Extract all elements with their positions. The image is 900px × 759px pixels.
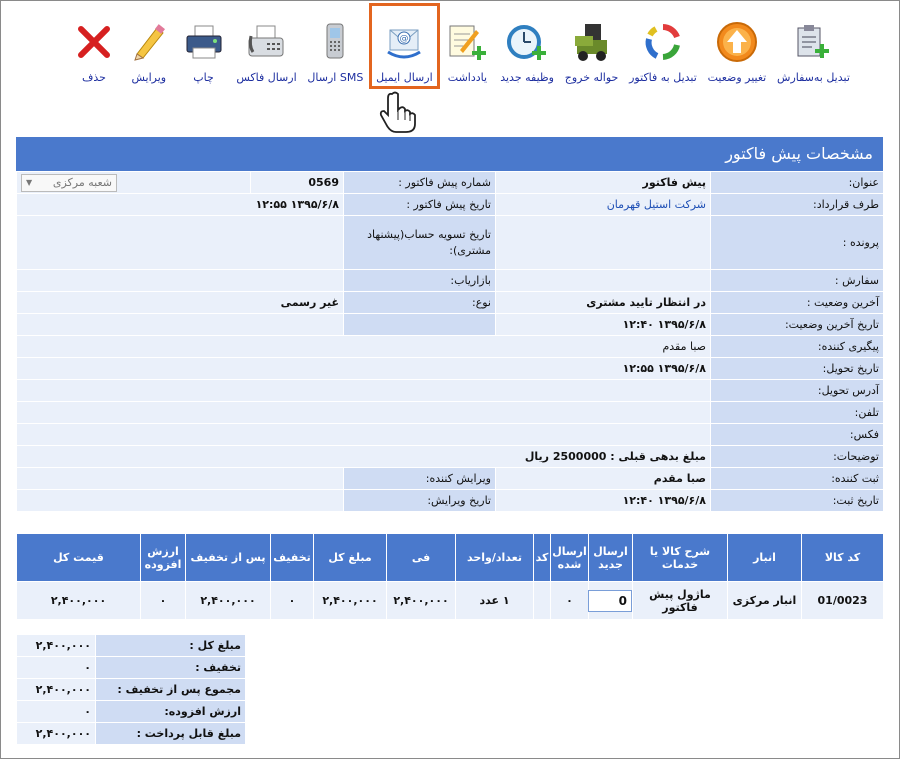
item-kd <box>534 582 551 620</box>
description-value: مبلغ بدهی قبلی : 2500000 ریال <box>17 446 711 468</box>
column-header[interactable]: قیمت کل <box>17 534 141 582</box>
exit-slip-button[interactable] <box>563 6 621 86</box>
number-label: شماره پیش فاکتور : <box>344 172 496 194</box>
last-status-value: در انتظار تایید مشتری <box>496 292 711 314</box>
clipboard-add-icon <box>791 20 835 64</box>
toolbar-label: چاپ <box>193 71 214 84</box>
send-email-button[interactable] <box>372 6 437 86</box>
total-value: ۲,۴۰۰,۰۰۰ <box>17 635 96 657</box>
details-table <box>16 171 884 512</box>
delete-button[interactable] <box>70 6 118 86</box>
email-icon <box>382 20 426 64</box>
item-discount: ۰ <box>271 582 314 620</box>
item-unit-price: ۲,۴۰۰,۰۰۰ <box>387 582 456 620</box>
toolbar-label: حواله خروج <box>564 71 619 84</box>
party-label: طرف قرارداد: <box>711 194 884 216</box>
payable-label: مبلغ قابل پرداخت : <box>96 723 246 745</box>
totals-row <box>17 635 246 657</box>
settle-date-label: تاریخ تسویه حساب(پیشنهاد مشتری): <box>344 216 496 270</box>
toolbar <box>70 6 852 88</box>
table-row <box>17 582 884 620</box>
marketer-label: بازاریاب: <box>344 270 496 292</box>
phone-label: تلفن: <box>711 402 884 424</box>
follower-value: صبا مقدم <box>17 336 711 358</box>
file-label: پرونده : <box>711 216 884 270</box>
column-header[interactable]: شرح کالا یا خدمات <box>633 534 728 582</box>
chevron-down-icon: ▼ <box>26 178 33 187</box>
party-link[interactable]: شرکت استیل قهرمان <box>496 194 711 216</box>
pencil-icon <box>127 20 171 64</box>
date-label: تاریخ پیش فاکتور : <box>344 194 496 216</box>
items-header-row <box>17 534 884 582</box>
convert-to-invoice-button[interactable] <box>627 6 699 86</box>
vat-value: ۰ <box>17 701 96 723</box>
items-table <box>16 533 884 620</box>
column-header[interactable]: کد <box>534 534 551 582</box>
toolbar-label: یادداشت <box>447 71 488 84</box>
alarm-clock-add-icon <box>505 20 549 64</box>
totals-table <box>16 634 246 745</box>
svg-text:@: @ <box>399 34 409 44</box>
last-status-date-value: ۱۳۹۵/۶/۸ ۱۲:۴۰ <box>496 314 711 336</box>
mobile-phone-icon <box>313 20 357 64</box>
new-send-input[interactable]: 0 <box>588 590 632 612</box>
convert-to-order-button[interactable] <box>775 6 852 86</box>
toolbar-label: تغییر وضعیت <box>707 71 767 84</box>
item-after-discount: ۲,۴۰۰,۰۰۰ <box>186 582 271 620</box>
total-label: مبلغ کل : <box>96 635 246 657</box>
column-header[interactable]: فی <box>387 534 456 582</box>
column-header[interactable]: تعداد/واحد <box>456 534 534 582</box>
registrar-label: ثبت کننده: <box>711 468 884 490</box>
totals-row <box>17 723 246 745</box>
notepad-add-icon <box>445 20 489 64</box>
panel-title: مشخصات پیش فاکتور <box>16 137 883 171</box>
fax-icon <box>244 20 288 64</box>
payable-value: ۲,۴۰۰,۰۰۰ <box>17 723 96 745</box>
toolbar-label: ارسال ایمیل <box>376 71 433 84</box>
type-label: نوع: <box>344 292 496 314</box>
follower-label: پیگیری کننده: <box>711 336 884 358</box>
toolbar-label: ارسال فاکس <box>236 71 297 84</box>
discount-value: ۰ <box>17 657 96 679</box>
red-x-icon <box>72 20 116 64</box>
register-date-value: ۱۳۹۵/۶/۸ ۱۲:۴۰ <box>496 490 711 512</box>
item-quantity: ۱ عدد <box>456 582 534 620</box>
discount-label: تخفیف : <box>96 657 246 679</box>
note-button[interactable] <box>443 6 491 86</box>
totals-row <box>17 701 246 723</box>
description-label: توضیحات: <box>711 446 884 468</box>
totals-row <box>17 679 246 701</box>
toolbar-label: حذف <box>82 71 106 84</box>
column-header[interactable]: تخفیف <box>271 534 314 582</box>
register-date-label: تاریخ ثبت: <box>711 490 884 512</box>
edit-button[interactable] <box>125 6 173 86</box>
item-total: ۲,۴۰۰,۰۰۰ <box>314 582 387 620</box>
item-warehouse: انبار مرکزی <box>728 582 802 620</box>
toolbar-label: تبدیل به فاکتور <box>629 71 697 84</box>
editor-label: ویرایش کننده: <box>344 468 496 490</box>
column-header[interactable]: ارسال شده <box>551 534 589 582</box>
print-button[interactable] <box>180 6 228 86</box>
item-description: ماژول پیش فاکتور <box>633 582 728 620</box>
title-label: عنوان: <box>711 172 884 194</box>
change-status-button[interactable] <box>706 6 769 86</box>
last-status-date-label: تاریخ آخرین وضعیت: <box>711 314 884 336</box>
send-sms-button[interactable] <box>305 6 365 86</box>
toolbar-label: ارسال SMS <box>307 71 364 84</box>
forklift-icon <box>570 20 614 64</box>
column-header[interactable]: انبار <box>728 534 802 582</box>
delivery-address-label: آدرس تحویل: <box>711 380 884 402</box>
item-vat: ۰ <box>141 582 186 620</box>
printer-icon <box>182 20 226 64</box>
item-final-price: ۲,۴۰۰,۰۰۰ <box>17 582 141 620</box>
arrow-up-circle-icon <box>715 20 759 64</box>
vat-label: ارزش افزوده: <box>96 701 246 723</box>
date-value: ۱۳۹۵/۶/۸ ۱۲:۵۵ <box>17 194 344 216</box>
toolbar-label: وظیفه جدید <box>500 71 554 84</box>
send-fax-button[interactable] <box>234 6 298 86</box>
invoice-details-panel <box>16 137 883 512</box>
item-code: 01/0023 <box>802 582 884 620</box>
delivery-date-label: تاریخ تحویل: <box>711 358 884 380</box>
after-discount-label: مجموع پس از تخفیف : <box>96 679 246 701</box>
new-task-button[interactable] <box>498 6 556 86</box>
toolbar-label: تبدیل به‌سفارش <box>777 71 850 84</box>
column-header[interactable]: مبلغ کل <box>314 534 387 582</box>
after-discount-value: ۲,۴۰۰,۰۰۰ <box>17 679 96 701</box>
column-header[interactable]: پس از تخفیف <box>186 534 271 582</box>
refresh-cycle-icon <box>641 20 685 64</box>
column-header[interactable]: کد کالا <box>802 534 884 582</box>
fax-label: فکس: <box>711 424 884 446</box>
toolbar-label: ویرایش <box>131 71 167 84</box>
title-value: پیش فاکتور <box>496 172 711 194</box>
registrar-value: صبا مقدم <box>496 468 711 490</box>
number-value: 0569 <box>251 172 344 194</box>
column-header[interactable]: ارسال جدید <box>589 534 633 582</box>
type-value: غیر رسمی <box>17 292 344 314</box>
last-status-label: آخرین وضعیت : <box>711 292 884 314</box>
edit-date-label: تاریخ ویرایش: <box>344 490 496 512</box>
delivery-date-value: ۱۳۹۵/۶/۸ ۱۲:۵۵ <box>17 358 711 380</box>
totals-row <box>17 657 246 679</box>
column-header[interactable]: ارزش افزوده <box>141 534 186 582</box>
order-label: سفارش : <box>711 270 884 292</box>
hand-cursor-icon <box>378 90 418 134</box>
branch-select-value: شعبه مرکزی <box>52 176 112 189</box>
branch-select[interactable] <box>21 174 117 192</box>
item-sent: ۰ <box>551 582 589 620</box>
